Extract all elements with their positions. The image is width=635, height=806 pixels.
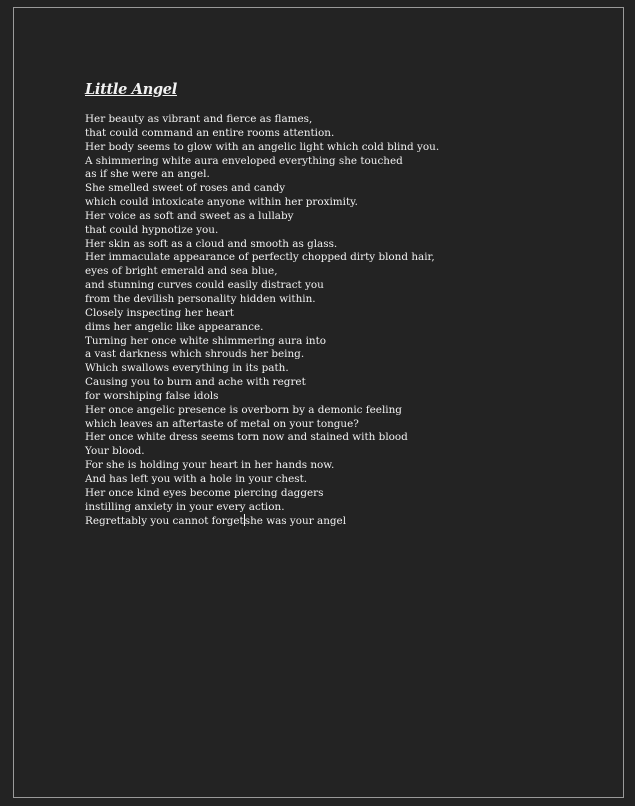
poem-line: Her once kind eyes become piercing daggers [85, 486, 324, 499]
poem-line: for worshiping false idols [85, 389, 219, 402]
poem-title: Little Angel [85, 81, 177, 98]
poem-line: Your blood. [85, 445, 145, 458]
poem-line: eyes of bright emerald and sea blue, [85, 265, 278, 278]
poem-line-last [85, 514, 439, 529]
poem-line: Causing you to burn and ache with regret [85, 376, 306, 389]
poem-line: Her body seems to glow with an angelic light which cold blind you. [85, 140, 440, 153]
poem-line: Her once white dress seems torn now and stained with blood [85, 431, 408, 444]
poem-line: She smelled sweet of roses and candy [85, 182, 286, 195]
poem-line: that could hypnotize you. [85, 223, 219, 236]
poem-line: Her once angelic presence is overborn by a demonic feeling [85, 403, 402, 416]
document-page[interactable] [13, 7, 624, 798]
poem-line: A shimmering white aura enveloped everything she touched [85, 154, 403, 167]
poem-line: Her immaculate appearance of perfectly chopped dirty blond hair, [85, 251, 435, 264]
poem-line: Her beauty as vibrant and fierce as flames, [85, 113, 313, 125]
poem-line: and stunning curves could easily distract you [85, 279, 324, 292]
poem-line: a vast darkness which shrouds her being. [85, 348, 305, 361]
poem-line-last-end: she was your angel [244, 515, 347, 528]
poem-line: And has left you with a hole in your chest. [85, 472, 308, 485]
poem-line: that could command an entire rooms attention. [85, 126, 335, 139]
poem-line: instilling anxiety in your every action. [85, 500, 285, 513]
poem-line: Her voice as soft and sweet as a lullaby [85, 209, 294, 222]
poem-line: which could intoxicate anyone within her proximity. [85, 196, 358, 209]
poem-line: Turning her once white shimmering aura into [85, 334, 327, 347]
poem-line: from the devilish personality hidden within. [85, 292, 316, 305]
poem-line: Her skin as soft as a cloud and smooth as glass. [85, 237, 338, 250]
poem-line-last-start: Regrettably you cannot forget [85, 515, 244, 528]
poem-line: which leaves an aftertaste of metal on your tongue? [85, 417, 359, 430]
poem-line: as if she were an angel. [85, 168, 210, 181]
poem-line: dims her angelic like appearance. [85, 320, 264, 333]
poem-line: Which swallows everything in its path. [85, 362, 289, 375]
poem-line: Closely inspecting her heart [85, 306, 234, 319]
poem-body[interactable] [85, 113, 439, 529]
poem-line: For she is holding your heart in her hands now. [85, 459, 335, 472]
